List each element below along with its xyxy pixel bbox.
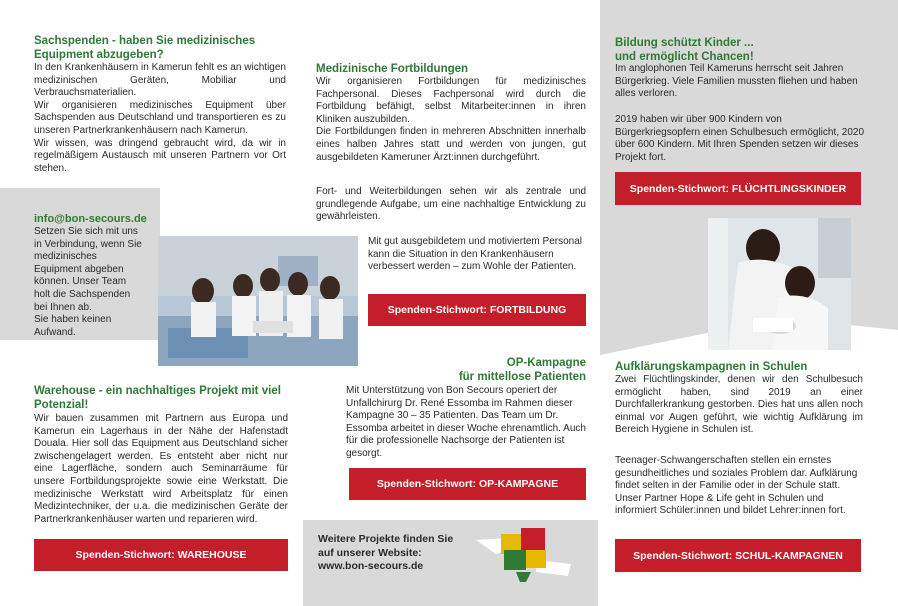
school-photo xyxy=(708,218,851,350)
sachspenden-heading: Sachspenden - haben Sie medizinisches Equipment abzugeben? xyxy=(34,35,256,61)
website-link[interactable]: www.bon-secours.de xyxy=(318,560,424,572)
puzzle-hands-logo xyxy=(476,520,576,588)
bildung-body-2: 2019 haben wir über 900 Kindern von Bürgerkriegsopfern einen Schulbesuch ermöglicht, 2020 über 600 Kindern. Mit Ihren Spenden setzen wir dieses Projekt fort. xyxy=(615,114,865,163)
op-heading-2: für mittellose Patienten xyxy=(458,371,586,383)
bildung-heading-2: und ermöglicht Chancen! xyxy=(615,51,754,63)
fortbildung-heading: Medizinische Fortbildungen xyxy=(316,63,469,75)
fortbildung-donate-button[interactable]: Spenden-Stichwort: FORTBILDUNG xyxy=(368,294,586,326)
contact-email[interactable]: info@bon-secours.de xyxy=(34,213,147,225)
more-projects-text: Weitere Projekte finden Sie auf unserer Website: xyxy=(318,533,454,559)
op-heading-1: OP-Kampagne xyxy=(506,357,586,369)
schul-kampagnen-donate-button[interactable]: Spenden-Stichwort: SCHUL-KAMPAGNEN xyxy=(615,539,861,572)
contact-body: Setzen Sie sich mit uns in Verbindung, wenn Sie medizinisches Equipment abgeben können. Unser Team holt die Sachspenden bei Ihnen ab. Sie haben keinen Aufwand. xyxy=(34,226,142,338)
fortbildung-body-2: Fort- und Weiterbildungen sehen wir als zentrale und grundlegende Aufgabe, um eine nachhaltige Entwicklung zu gewährleisten. xyxy=(316,186,586,223)
fortbildung-body-1: Wir organisieren Fortbildungen für medizinisches Fachpersonal. Dieses Fachpersonal wird durch die Fortbildung befähigt, selbst Mitarbeiter:innen in ihren Kliniken auszubilden. Die Fortbildungen finden in mehreren Abschnitten innerhalb eines halben Jahres statt und werden von jungen, gut ausgebildeten Kameruner Ärzt:innen durchgeführt. xyxy=(316,76,586,163)
warehouse-body: Wir bauen zusammen mit Partnern aus Europa und Kamerun ein Lagerhaus in der Nähe der Hafenstadt Douala. Hier soll das Equipment aus Deutschland sicher zwischengelagert werden. Es entsteht aber nicht nur eine Lagerfläche, sondern auch Seminarräume für unsere Fortbildungsprojekte sowie eine Werkstatt. Die medizinische Werkstatt wird Arbeitsplatz für einen Medizintechniker, der u.a. die medizinischen Geräte der Partnerkrankenhäuser warten und reparieren wird. xyxy=(34,413,288,525)
fortbildung-body-3: Mit gut ausgebildetem und motiviertem Personal kann die Situation in den Krankenhäusern verbessert werden – zum Wohle der Patienten. xyxy=(368,236,582,273)
op-donate-button[interactable]: Spenden-Stichwort: OP-KAMPAGNE xyxy=(349,468,586,500)
bildung-heading-1: Bildung schützt Kinder ... xyxy=(615,37,754,49)
warehouse-heading: Warehouse - ein nachhaltiges Projekt mit viel Potenzial! xyxy=(34,385,281,411)
training-photo xyxy=(158,236,358,366)
aufklaerung-body-1: Zwei Flüchtlingskinder, denen wir den Schulbesuch ermöglicht haben, sind 2019 an einer Durchfallerkrankung gestorben. Dies hat uns allen noch einmal vor Augen geführt, wie wichtig Aufklärung im Bereich Hygiene in Schulen ist. xyxy=(615,374,863,436)
op-body: Mit Unterstützung von Bon Secours operiert der Unfallchirurg Dr. René Essomba im Rahmen dieser Kampagne 30 – 35 Patienten. Das Team um Dr. Essomba arbeitet in dieser Woche ehrenamtlich. Auch für die professionelle Nachsorge der Patienten ist gesorgt. xyxy=(346,385,586,459)
bildung-body-1: Im anglophonen Teil Kameruns herrscht seit Jahren Bürgerkrieg. Viele Familien mussten fliehen und haben alles verloren. xyxy=(615,63,858,100)
aufklaerung-heading: Aufklärungskampagnen in Schulen xyxy=(615,361,808,373)
warehouse-donate-button[interactable]: Spenden-Stichwort: WAREHOUSE xyxy=(34,539,288,571)
fluechtlingskinder-donate-button[interactable]: Spenden-Stichwort: FLÜCHTLINGSKINDER xyxy=(615,172,861,205)
aufklaerung-body-2: Teenager-Schwangerschaften stellen ein ernstes gesundheitliches und soziales Problem dar. Aufklärung findet selten in der Familie oder in der Schule statt. Unser Partner Hope & Life geht in Schulen und informiert Schüler:innen und bildet Lehrer:innen fort. xyxy=(615,455,858,517)
sachspenden-body: In den Krankenhäusern in Kamerun fehlt es an wichtigen medizinischen Geräten, Mobiliar und Verbrauchsmaterialien. Wir organisieren medizinisches Equipment über Sachspenden aus Deutschland und transportieren es zu unseren Partnerkrankenhäusern nach Kamerun. Wir wissen, was dringend gebraucht wird, da wir in regelmäßigem Austausch mit unseren Partnern vor Ort stehen. xyxy=(34,62,286,174)
